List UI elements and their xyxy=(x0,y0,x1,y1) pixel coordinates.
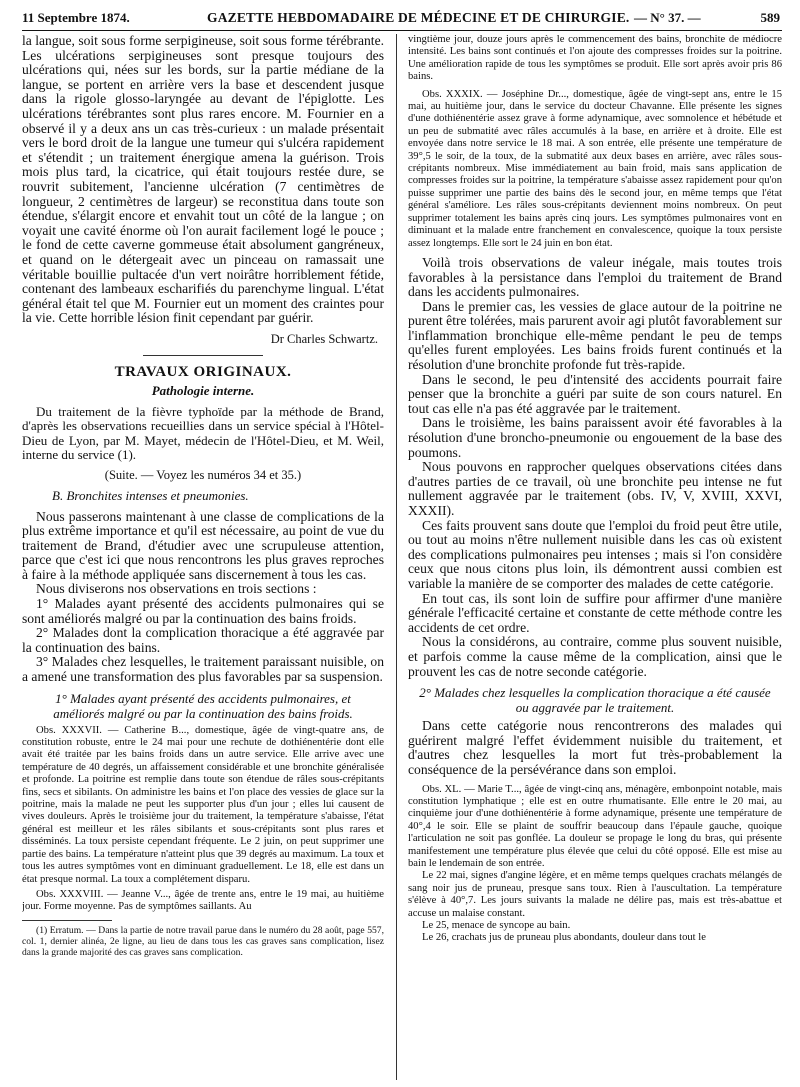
paragraph-section-1: 1° Malades ayant présenté des accidents pulmonaires qui se sont améliorés malgré ou par la continuation des bains froids. xyxy=(22,596,384,626)
journal-page xyxy=(22,0,782,1087)
section-rule xyxy=(143,355,263,356)
paragraph-section-2: 2° Malades dont la complication thoracique a été aggravée par la continuation des bains. xyxy=(22,625,384,655)
subheading-first-category: 1° Malades ayant présenté des accidents pulmonaires, et améliorés malgré ou par la continuation des bains froids. xyxy=(53,690,353,721)
observation-39: Obs. XXXIX. — Joséphine Dr..., domestique, âgée de vingt-sept ans, entre le 15 mai, au huitième jour, dans le service du docteur Chavanne. Elle présente les signes d'une dothiénentérie assez grave à forme adynamique, avec somnolence et hébétude et un peu de submatité avec râles accumulés à la base, en arrière et à droite. Elle est envoyée dans notre service le 18 mai. A son entrée, elle présente une température de 39°,5 le soir, de la toux, de la submatité aux deux bases en arrière, avec râles sous-crépitants nombreux. Mise immédiatement au bain froid, mais sans application de compresses froides sur la poitrine, la température s'abaisse assez rapidement pour qu'on puisse supprimer une partie des bains dès le second jour, en même temps que l'état général s'améliore. Les râles sous-crépitants deviennent moins nombreux. On peut supprimer totalement les bains après cinq jours. Les symptômes pulmonaires vont en diminuant et la malade entre franchement en convalescence, quoique la toux persiste assez longtemps. Elle sort le 24 juin en bon état. xyxy=(408,88,782,249)
paragraph-related-observations: Nous pouvons en rapprocher quelques observations citées dans d'autres parties de ce travail, où une bronchite peu intense ne fut nullement aggravée par le traitement (obs. IV, V, XVIII, XXVI, XXXII). xyxy=(408,459,782,518)
right-column xyxy=(408,34,782,1080)
paragraph-we-consider: Nous la considérons, au contraire, comme plus souvent nuisible, et parfois comme la cause même de la complication, ainsi que le prouvent les cas de notre seconde catégorie. xyxy=(408,634,782,679)
paragraph-third-case: Dans le troisième, les bains paraissent avoir été favorables à la résolution d'une broncho-pneumonie ou engouement de la base des poumons. xyxy=(408,415,782,460)
paragraph-this-category: Dans cette catégorie nous rencontrerons des malades qui guérirent malgré l'effet évidemment nuisible du traitement, et d'autres chez lesquelles la mort fut très-probablement la conséquence de la persévérance dans son emploi. xyxy=(408,718,782,777)
observation-37: Obs. XXXVII. — Catherine B..., domestique, âgée de vingt-quatre ans, de constitution robuste, entre le 24 mai pour une rechute de dothiénentérie dont elle avait été traitée par les bains froids dans un autre service. Elle arrive avec une température de 40 degrés, un affaissement considérable et une bronchite généralisée et profonde. La poitrine est remplie dans toute son étendue de râles sous-crépitants fins, secs et sibilants. On administre les bains et l'on place des vessies de glace sur la poitrine, mais la malade ne peut les supporter plus d'un jour ; elles lui causent de vives douleurs. Après le troisième jour du traitement, la température s'abaisse, l'état général est meilleur et les râles sibilants et sous-crépitants sont plus rares et disséminés. La toux persiste cependant fréquente. Le 2 juin, on peut supprimer une partie des bains. La température n'atteint plus que 39 degrés au maximum. La toux et tous les autres symptômes vont en diminuant graduellement. Le 18, elle est dans un état presque normal. La toux a complétement disparu. xyxy=(22,724,384,885)
observation-40-may-25: Le 25, menace de syncope au bain. xyxy=(422,919,571,931)
paragraph-tongue-ulcerations: la langue, soit sous forme serpigineuse, soit sous forme térébrante. Les ulcérations serpigineuses sont presque toujours des ulcérations qui, nées sur les bords, sur la partie médiane de la langue, se portent en arrière vers la base et descendent jusque dans la rigole glosso-laryngée au devant de l'épiglotte. Les ulcérations térébrantes sont plus rares encore. M. Fournier en a observé il y a deux ans un cas très-curieux : un malade présentait vers le bord droit de la langue une tumeur qui s'ulcéra rapidement et s'étendit ; un traitement énergique amena la guérison. Trois mois plus tard, la cicatrice, qui était toujours restée dure, se rouvrit subitement, l'ancienne ulcération (7 centimètres de longueur, 2 centimètres de largeur) se reconstitua dans toute son étendue, s'élargit encore et envahit tout un côté de la langue ; on voyait une cavité énorme où l'on aurait facilement logé le pouce ; le fond de cette caverne gommeuse était absolument gangréneux, et quand on le détergeait avec un pinceau on ramassait une véritable bouillie pultacée d'un vert noirâtre horriblement fétide, contenant des lambeaux escharifiés du parenchyme lingual. L'état général était tel que M. Fournier eut un moment des craintes pour la vie. Cette horrible lésion finit cependant par guérir. xyxy=(22,34,384,326)
left-column xyxy=(22,34,384,1080)
continuation-note: (Suite. — Voyez les numéros 34 et 35.) xyxy=(104,467,302,482)
observation-38-start: Obs. XXXVIII. — Jeanne V..., âgée de trente ans, entre le 19 mai, au huitième jour. Forme moyenne. Pas de symptômes saillants. Au xyxy=(22,888,384,913)
paragraph-facts-prove: Ces faits prouvent sans doute que l'emploi du froid peut être utile, ou tout au moins n'être nullement nuisible dans les cas où existent des complications pulmonaires peu intenses ; mais si l'on considère ceux que nous citons plus loin, ils démontrent aussi combien est variable la manière de se comporter des malades de cette catégorie. xyxy=(408,517,782,591)
column-divider xyxy=(396,34,397,1080)
observation-40-may-22: Le 22 mai, signes d'angine légère, et en même temps quelques crachats mélangés de sang noir jus de pruneau, presque sans toux. Rien à l'auscultation. La température s'élève à 40°,7. Les jours suivants la malade ne délire pas, mais est très-abattue et accuse un malaise constant. xyxy=(408,870,782,919)
header-page-number: 589 xyxy=(760,10,780,25)
paragraph-complications: Nous passerons maintenant à une classe de complications de la plus extrême importance et qu'il est nécessaire, au point de vue du traitement de Brand, d'étudier avec une scrupuleuse attention, parce que c'est ici que nous rencontrons les plus graves reproches à faire à la méthode appliquée sans discernement à tous les cas. xyxy=(22,508,384,582)
footnote-erratum: (1) Erratum. — Dans la partie de notre travail parue dans le numéro du 28 août, page 557, col. 1, dernier alinéa, 2e ligne, au lieu de dans tous les cas graves sans complication, lisez dans la grande majorité des cas graves sans complication. xyxy=(22,924,384,959)
observation-40-may-26: Le 26, crachats jus de pruneau plus abondants, douleur dans tout le xyxy=(422,932,706,944)
author-signature: Dr Charles Schwartz. xyxy=(270,331,378,346)
paragraph-first-case: Dans le premier cas, les vessies de glace autour de la poitrine ne purent être tolérées, mais parurent avoir agi plutôt favorablement sur l'inflammation bronchique elle-même pendant le peu de temps qu'elles furent employées. Les bains froids furent continués et la résolution d'une bronchite profonde fut très-rapide. xyxy=(408,298,782,373)
subheading-bronchites: B. Bronchites intenses et pneumonies. xyxy=(52,487,249,503)
paragraph-section-3: 3° Malades chez lesquelles, le traitement paraissant nuisible, on a amené une transformation des plus favorables par sa suspension. xyxy=(22,654,384,685)
header-issue-number: — N° 37. — xyxy=(634,10,701,25)
observation-38-continued: vingtième jour, douze jours après le commencement des bains, bronchite de médiocre intensité. Les bains sont continués et l'on ajoute des compresses froides sur la poitrine. Une amélioration rapide de tous les symptômes se produit. Elle sort après avoir pris 86 bains. xyxy=(408,34,782,83)
subsection-title: Pathologie interne. xyxy=(151,382,255,398)
article-title: Du traitement de la fièvre typhoïde par la méthode de Brand, d'après les observations recueillies dans un service spécial à l'Hôtel-Dieu de Lyon, par M. Mayet, médecin de l'Hôtel-Dieu, et M. Weil, interne du service (1). xyxy=(22,403,384,463)
section-title: TRAVAUX ORIGINAUX. xyxy=(114,363,292,380)
observation-40: Obs. XL. — Marie T..., âgée de vingt-cinq ans, ménagère, embonpoint notable, mais constitution lymphatique ; elle est en outre rhumatisante. Elle entre le 20 mai, au cinquième jour d'une dothiénentérie à forme adynamique, présente une température de 40°,4 le soir. Elle se plaint de souffrir beaucoup dans l'épaule gauche, quoique l'articulation ne soit pas gonflée. La douleur se propage le long du bras, qui présente manifestement une température plus élevée que celui du côté opposé. Elle est mise au bain le lendemain de son entrée. xyxy=(408,783,782,869)
paragraph-three-observations: Voilà trois observations de valeur inégale, mais toutes trois favorables à la persistance dans l'emploi du traitement de Brand dans les accidents pulmonaires. xyxy=(408,254,782,300)
paragraph-three-sections: Nous diviserons nos observations en trois sections : xyxy=(36,581,317,597)
paragraph-second-case: Dans le second, le peu d'intensité des accidents pourrait faire penser que la bronchite a guéri par suite de son cours naturel. En tout cas elle n'a pas été aggravée par le traitement. xyxy=(408,371,782,416)
running-header xyxy=(22,8,782,31)
footnote-rule xyxy=(22,920,112,921)
subheading-second-category: 2° Malades chez lesquelles la complication thoracique a été causée ou aggravée par le traitement. xyxy=(419,685,771,716)
header-journal-title: GAZETTE HEBDOMADAIRE DE MÉDECINE ET DE CHIRURGIE. xyxy=(207,10,630,25)
header-date: 11 Septembre 1874. xyxy=(22,10,130,25)
paragraph-in-any-case: En tout cas, ils sont loin de suffire pour affirmer d'une manière générale l'efficacité certaine et constante de cette méthode contre les accidents de cet ordre. xyxy=(408,590,782,635)
